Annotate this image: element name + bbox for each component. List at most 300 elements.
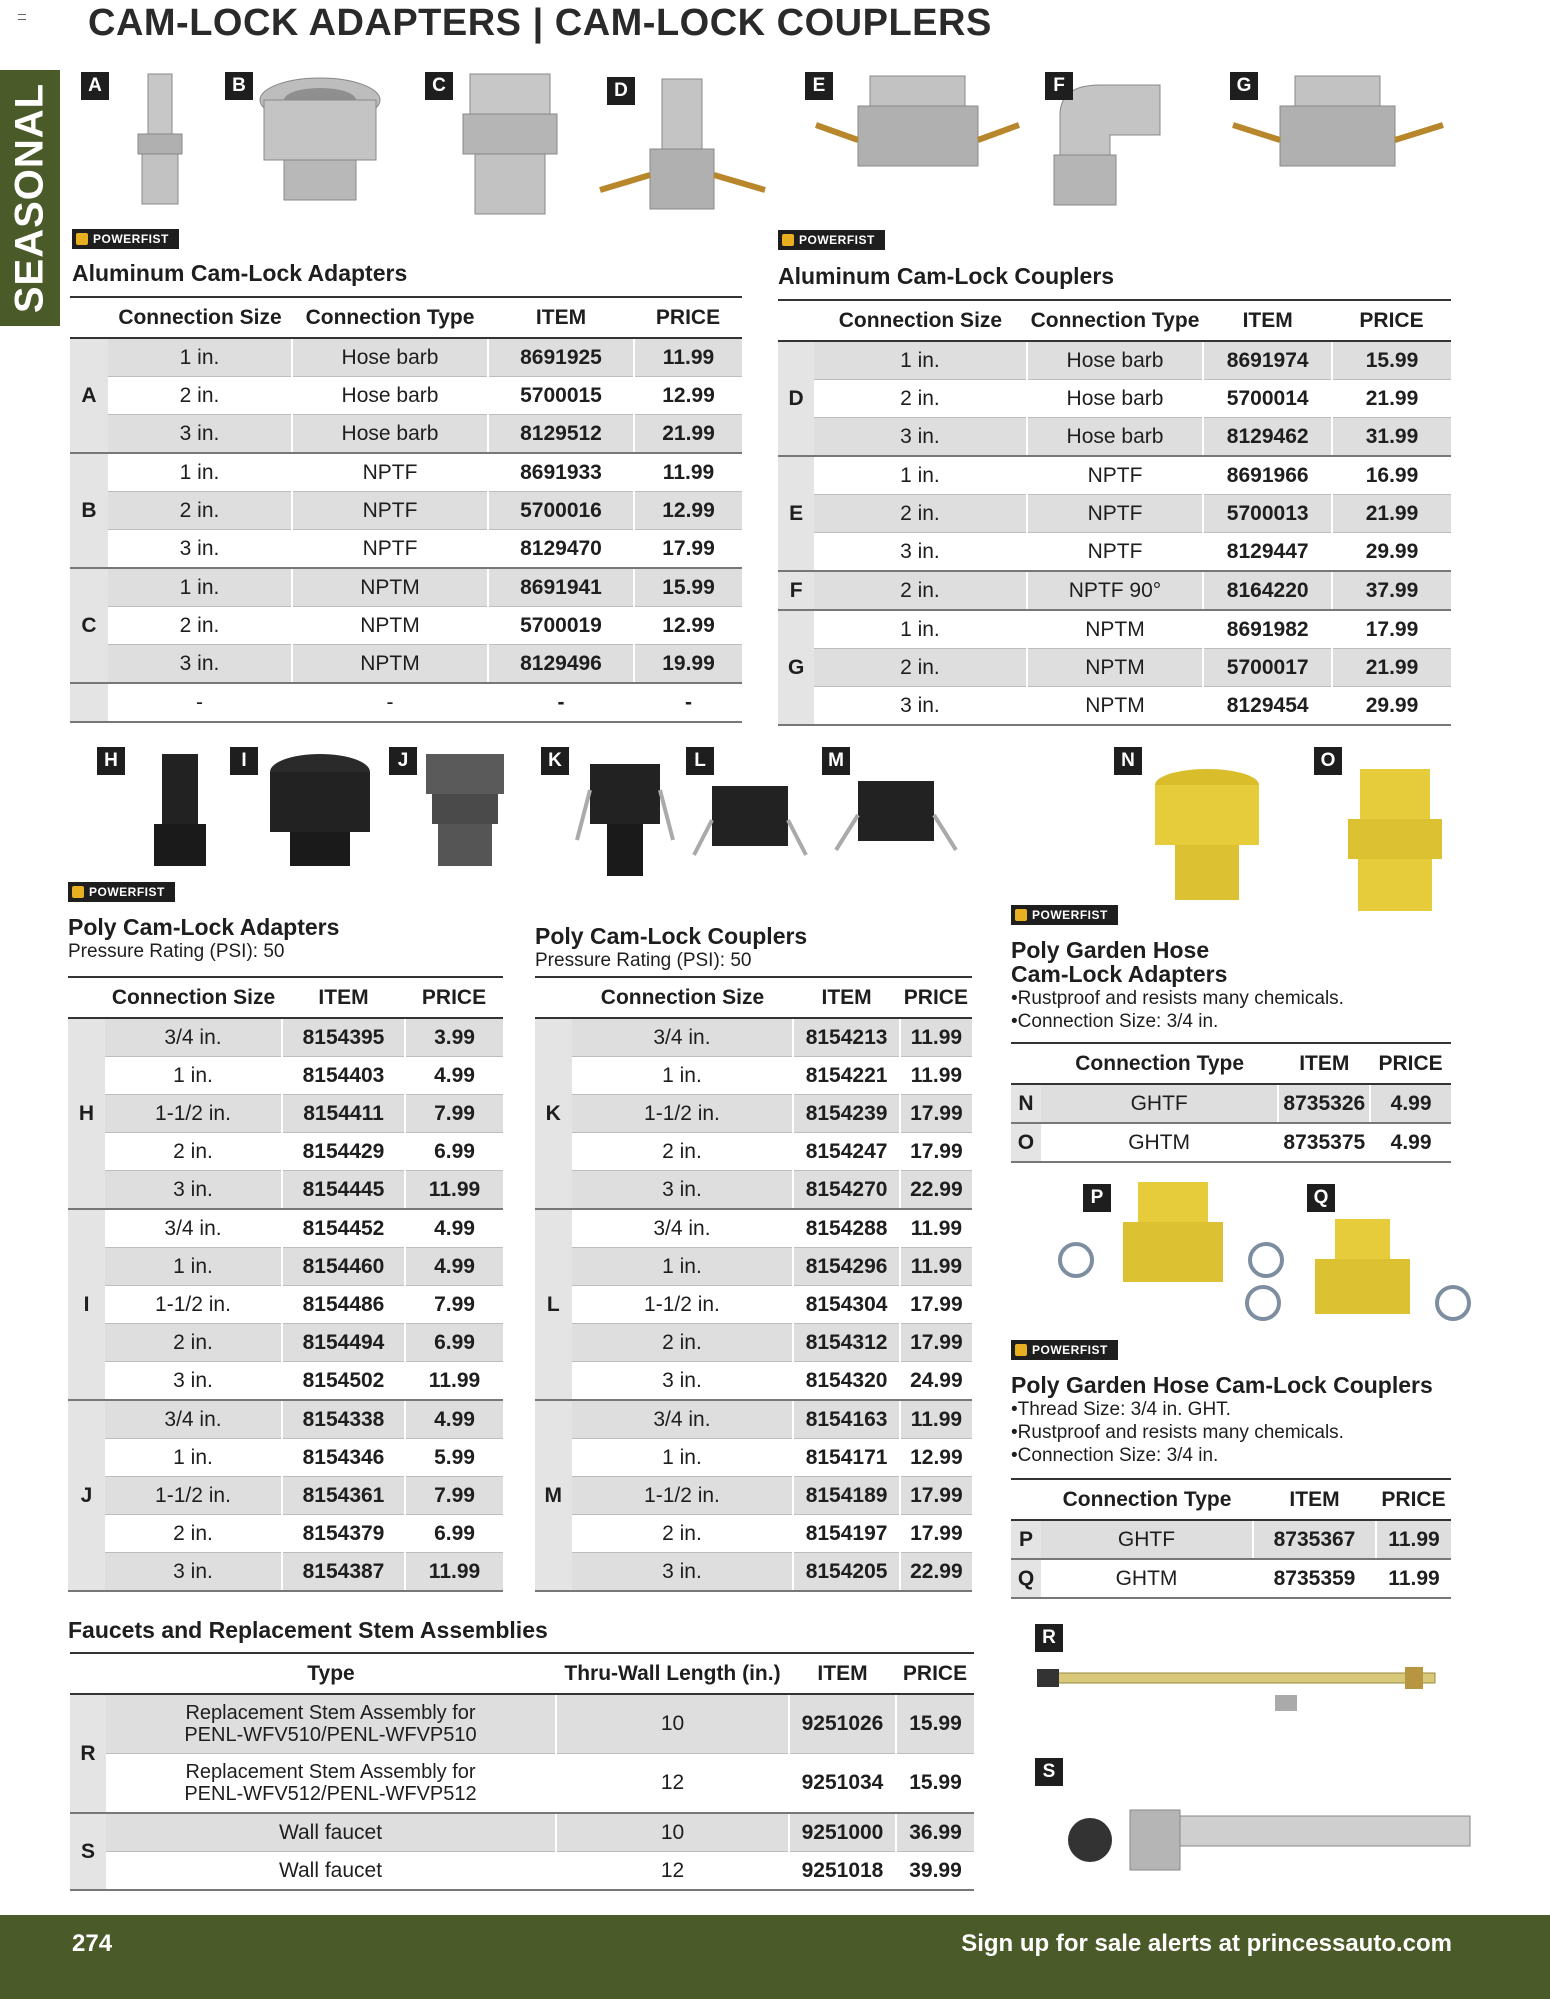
header-cell: PRICE (900, 977, 972, 1018)
table-cell: Hose barb (1027, 380, 1204, 418)
table-cell: NPTF (1027, 456, 1204, 495)
brand-logo (1011, 1340, 1118, 1360)
table-cell: 8154163 (793, 1400, 899, 1439)
table-cell: 39.99 (896, 1852, 974, 1891)
product-photo-a (120, 70, 200, 210)
table-cell: 1 in. (108, 338, 292, 377)
table-row (68, 1209, 503, 1248)
table-cell: 19.99 (634, 645, 742, 684)
table-row (1011, 1520, 1451, 1559)
table-cell: 2 in. (814, 380, 1026, 418)
product-photo-c (455, 70, 565, 220)
table-row (68, 1515, 503, 1553)
table-row (535, 1018, 972, 1057)
brand-logo-text: POWERFIST (89, 885, 165, 899)
table-row (778, 341, 1451, 380)
table-cell: 1-1/2 in. (572, 1095, 794, 1133)
sale-alerts-link[interactable]: Sign up for sale alerts at princessauto.com (961, 1930, 1452, 1957)
header-cell: PRICE (1370, 1043, 1451, 1084)
table-cell: 10 (556, 1694, 789, 1754)
brand-logo (778, 230, 885, 250)
brand-logo (68, 882, 175, 902)
table-cell: 8154288 (793, 1209, 899, 1248)
table-poly-couplers (535, 976, 972, 1592)
side-tab-label: SEASONAL (7, 82, 52, 314)
header-cell: Connection Size (108, 297, 292, 338)
table-cell: 4.99 (1370, 1084, 1451, 1123)
table-row (778, 649, 1451, 687)
table-row (70, 1852, 974, 1891)
table-cell: 5700014 (1203, 380, 1332, 418)
table-cell: 7.99 (405, 1477, 503, 1515)
table-cell: 1 in. (814, 610, 1026, 649)
table-cell: 8154411 (282, 1095, 405, 1133)
table-cell: 8154403 (282, 1057, 405, 1095)
table-row (535, 1515, 972, 1553)
product-photo-l (690, 780, 810, 870)
table-cell: 9251034 (789, 1754, 896, 1814)
table-cell: 8154460 (282, 1248, 405, 1286)
table-row (70, 645, 742, 684)
table-row (535, 1171, 972, 1210)
table-cell: 21.99 (1332, 495, 1451, 533)
header-cell: Connection Type (1041, 1479, 1253, 1520)
table-row (68, 1095, 503, 1133)
table-faucets (70, 1652, 974, 1891)
table-row (535, 1248, 972, 1286)
bullet-item: •Rustproof and resists many chemicals. (1011, 1422, 1344, 1443)
header-cell: Connection Size (105, 977, 282, 1018)
brand-logo (72, 229, 179, 249)
table-cell: 4.99 (405, 1400, 503, 1439)
table-cell: 9251000 (789, 1813, 896, 1852)
table-cell: 11.99 (405, 1553, 503, 1592)
section-subtitle-poly-couplers: Pressure Rating (PSI): 50 (535, 950, 752, 971)
table-cell: 1 in. (814, 341, 1026, 380)
table-cell: 2 in. (572, 1515, 794, 1553)
header-cell (1011, 1479, 1041, 1520)
table-cell: 3/4 in. (572, 1209, 794, 1248)
group-label: M (535, 1400, 572, 1591)
header-cell: PRICE (1376, 1479, 1451, 1520)
table-cell: 8154221 (793, 1057, 899, 1095)
table-cell: 17.99 (900, 1095, 972, 1133)
group-label: K (535, 1018, 572, 1209)
bullet-item: •Connection Size: 3/4 in. (1011, 1445, 1219, 1466)
product-photo-r (1035, 1655, 1455, 1725)
table-cell: 1 in. (105, 1057, 282, 1095)
table-cell: 11.99 (900, 1018, 972, 1057)
table-cell: 8691982 (1203, 610, 1332, 649)
table-cell: 3 in. (814, 687, 1026, 726)
group-label: O (1011, 1123, 1041, 1162)
table-cell: 16.99 (1332, 456, 1451, 495)
table-cell: 8129447 (1203, 533, 1332, 572)
table-cell: 8154270 (793, 1171, 899, 1210)
table-cell: 12.99 (634, 377, 742, 415)
table-row (70, 530, 742, 569)
header-cell: PRICE (896, 1653, 974, 1694)
table-cell: 8691974 (1203, 341, 1332, 380)
table-row (778, 380, 1451, 418)
table-cell: 8154502 (282, 1362, 405, 1401)
table-cell: 37.99 (1332, 571, 1451, 610)
brand-logo-text: POWERFIST (799, 233, 875, 247)
table-cell: 12 (556, 1852, 789, 1891)
table-cell: 2 in. (105, 1324, 282, 1362)
table-cell: Hose barb (1027, 341, 1204, 380)
table-cell: 12.99 (900, 1439, 972, 1477)
letter-badge-m: M (822, 747, 850, 775)
table-cell: 11.99 (900, 1248, 972, 1286)
table-cell: 12 (556, 1754, 789, 1814)
page-title: CAM-LOCK ADAPTERS | CAM-LOCK COUPLERS (88, 2, 992, 44)
table-row (778, 456, 1451, 495)
letter-badge-s: S (1035, 1758, 1063, 1786)
header-cell: Connection Size (814, 300, 1026, 341)
header-cell (70, 1653, 106, 1694)
table-cell: 11.99 (405, 1171, 503, 1210)
table-header-row (68, 977, 503, 1018)
section-subtitle-poly-adapters: Pressure Rating (PSI): 50 (68, 941, 285, 962)
table-aluminum-couplers (778, 299, 1451, 726)
product-photo-n (1150, 765, 1265, 905)
table-cell: 2 in. (108, 607, 292, 645)
table-cell: 15.99 (1332, 341, 1451, 380)
table-cell: 8154445 (282, 1171, 405, 1210)
table-cell: 1 in. (108, 453, 292, 492)
table-cell: 12.99 (634, 607, 742, 645)
table-cell: 3/4 in. (572, 1400, 794, 1439)
table-cell: NPTM (1027, 610, 1204, 649)
product-photo-s (1060, 1790, 1480, 1890)
brand-mark-icon (1015, 1344, 1027, 1356)
letter-badge-r: R (1035, 1624, 1063, 1652)
table-cell: 8154395 (282, 1018, 405, 1057)
header-cell: ITEM (282, 977, 405, 1018)
table-cell: 8154338 (282, 1400, 405, 1439)
table-row (535, 1286, 972, 1324)
brand-logo-text: POWERFIST (1032, 1343, 1108, 1357)
header-cell: Type (106, 1653, 556, 1694)
table-cell: 8154171 (793, 1439, 899, 1477)
table-cell: GHTF (1041, 1520, 1253, 1559)
table-cell: Hose barb (292, 377, 488, 415)
table-row (778, 610, 1451, 649)
table-cell: 8154247 (793, 1133, 899, 1171)
brand-logo (1011, 905, 1118, 925)
table-row (70, 338, 742, 377)
table-row (70, 415, 742, 454)
table-cell: 15.99 (896, 1694, 974, 1754)
table-cell: 3 in. (105, 1553, 282, 1592)
table-aluminum-adapters (70, 296, 742, 723)
table-cell: 2 in. (814, 571, 1026, 610)
table-cell: 3 in. (108, 530, 292, 569)
table-row (68, 1324, 503, 1362)
table-cell: 4.99 (1370, 1123, 1451, 1162)
table-row (778, 495, 1451, 533)
corner-mark (18, 14, 26, 20)
letter-badge-f: F (1045, 72, 1073, 100)
table-cell: 3 in. (814, 533, 1026, 572)
table-cell: 8154296 (793, 1248, 899, 1286)
garden-adapters-bullets (1011, 987, 1344, 1033)
table-row (68, 1362, 503, 1401)
table-cell: 8129454 (1203, 687, 1332, 726)
table-cell: 8154387 (282, 1553, 405, 1592)
table-row (1011, 1559, 1451, 1598)
table-cell: 11.99 (634, 338, 742, 377)
table-cell: - (108, 683, 292, 722)
letter-badge-a: A (81, 72, 109, 100)
table-cell: 5700017 (1203, 649, 1332, 687)
table-cell: 8154205 (793, 1553, 899, 1592)
product-photo-e (810, 70, 1025, 180)
section-side-tab (0, 70, 60, 326)
letter-badge-l: L (686, 747, 714, 775)
table-cell: 3 in. (572, 1553, 794, 1592)
table-cell: Hose barb (292, 415, 488, 454)
table-cell: 17.99 (634, 530, 742, 569)
table-cell: NPTM (292, 645, 488, 684)
product-photo-k (575, 760, 675, 880)
table-row (778, 687, 1451, 726)
table-row (70, 683, 742, 722)
header-cell: Connection Type (1027, 300, 1204, 341)
table-header-row (1011, 1479, 1451, 1520)
header-cell: Connection Size (572, 977, 794, 1018)
table-row (68, 1477, 503, 1515)
table-row (70, 1694, 974, 1754)
table-cell: - (634, 683, 742, 722)
table-cell: 17.99 (1332, 610, 1451, 649)
table-cell: 8735375 (1278, 1123, 1370, 1162)
table-cell: 21.99 (1332, 380, 1451, 418)
table-cell: 1 in. (814, 456, 1026, 495)
table-header-row (535, 977, 972, 1018)
table-cell: 24.99 (900, 1362, 972, 1401)
table-cell: 1 in. (572, 1057, 794, 1095)
table-cell: 3 in. (814, 418, 1026, 457)
table-cell: NPTF (292, 492, 488, 530)
table-row (70, 607, 742, 645)
table-cell: 8154213 (793, 1018, 899, 1057)
table-cell: 36.99 (896, 1813, 974, 1852)
table-cell: 8154379 (282, 1515, 405, 1553)
table-cell: 8154486 (282, 1286, 405, 1324)
table-cell: 1 in. (572, 1439, 794, 1477)
product-photo-m (830, 775, 960, 870)
table-cell: 6.99 (405, 1324, 503, 1362)
table-row (535, 1133, 972, 1171)
table-cell: 11.99 (1376, 1559, 1451, 1598)
table-row (535, 1057, 972, 1095)
table-cell: 11.99 (900, 1057, 972, 1095)
table-row (70, 1754, 974, 1814)
group-label: F (778, 571, 814, 610)
table-cell: 8154304 (793, 1286, 899, 1324)
table-cell: 8154452 (282, 1209, 405, 1248)
table-cell: 21.99 (1332, 649, 1451, 687)
table-cell: 9251018 (789, 1852, 896, 1891)
brand-logo-text: POWERFIST (93, 232, 169, 246)
table-cell: Replacement Stem Assembly for PENL-WFV510/PENL-WFVP510 (106, 1694, 556, 1754)
section-title-garden-adapters-line1: Poly Garden Hose (1011, 937, 1210, 963)
table-cell: 8154320 (793, 1362, 899, 1401)
header-cell (778, 300, 814, 341)
header-cell (68, 977, 105, 1018)
table-cell: 8129512 (488, 415, 634, 454)
bullet-item: •Rustproof and resists many chemicals. (1011, 988, 1344, 1009)
group-label: P (1011, 1520, 1041, 1559)
table-cell: NPTM (292, 568, 488, 607)
table-cell: Hose barb (292, 338, 488, 377)
letter-badge-b: B (225, 72, 253, 100)
section-title-poly-adapters: Poly Cam-Lock Adapters (68, 914, 340, 940)
table-garden-couplers (1011, 1478, 1451, 1599)
table-cell: 4.99 (405, 1248, 503, 1286)
header-cell: ITEM (1278, 1043, 1370, 1084)
section-title-faucets: Faucets and Replacement Stem Assemblies (68, 1617, 548, 1643)
table-cell: 1-1/2 in. (572, 1286, 794, 1324)
table-cell: NPTF (292, 453, 488, 492)
table-cell: 3/4 in. (105, 1018, 282, 1057)
table-row (535, 1400, 972, 1439)
table-cell: 7.99 (405, 1286, 503, 1324)
bullet-item: •Connection Size: 3/4 in. (1011, 1011, 1219, 1032)
letter-badge-o: O (1314, 747, 1342, 775)
section-title-garden-couplers: Poly Garden Hose Cam-Lock Couplers (1011, 1372, 1433, 1398)
product-photo-g (1225, 70, 1450, 180)
section-title-poly-couplers: Poly Cam-Lock Couplers (535, 923, 808, 949)
table-cell: 3 in. (572, 1171, 794, 1210)
table-cell: 3 in. (105, 1171, 282, 1210)
section-title-garden-adapters-line2: Cam-Lock Adapters (1011, 961, 1228, 987)
table-row (68, 1553, 503, 1592)
table-cell: 8735326 (1278, 1084, 1370, 1123)
letter-badge-c: C (425, 72, 453, 100)
bullet-item: •Thread Size: 3/4 in. GHT. (1011, 1399, 1231, 1420)
table-cell: NPTM (292, 607, 488, 645)
table-cell: 2 in. (814, 495, 1026, 533)
table-cell: 3 in. (108, 645, 292, 684)
table-cell: 2 in. (105, 1515, 282, 1553)
table-row (70, 568, 742, 607)
table-cell: 8154239 (793, 1095, 899, 1133)
table-row (535, 1553, 972, 1592)
table-cell: NPTF (292, 530, 488, 569)
table-row (68, 1248, 503, 1286)
table-cell: Replacement Stem Assembly for PENL-WFV512/PENL-WFVP512 (106, 1754, 556, 1814)
brand-mark-icon (782, 234, 794, 246)
table-cell: 8691933 (488, 453, 634, 492)
table-cell: 3.99 (405, 1018, 503, 1057)
table-cell: 3/4 in. (105, 1209, 282, 1248)
table-cell: 8129470 (488, 530, 634, 569)
group-label: S (70, 1813, 106, 1890)
brand-mark-icon (1015, 909, 1027, 921)
table-cell: 8691966 (1203, 456, 1332, 495)
table-cell: 2 in. (105, 1133, 282, 1171)
group-label: Q (1011, 1559, 1041, 1598)
table-cell: 8154361 (282, 1477, 405, 1515)
group-label (70, 683, 108, 722)
table-cell: 5700015 (488, 377, 634, 415)
letter-badge-h: H (97, 747, 125, 775)
table-cell: 29.99 (1332, 687, 1451, 726)
table-cell: 7.99 (405, 1095, 503, 1133)
group-label: D (778, 341, 814, 456)
group-label: G (778, 610, 814, 725)
table-cell: 1-1/2 in. (105, 1477, 282, 1515)
product-photo-i (265, 750, 375, 870)
letter-badge-n: N (1114, 747, 1142, 775)
table-cell: 21.99 (634, 415, 742, 454)
table-cell: 10 (556, 1813, 789, 1852)
table-cell: 8154197 (793, 1515, 899, 1553)
brand-mark-icon (72, 886, 84, 898)
table-cell: 29.99 (1332, 533, 1451, 572)
table-cell: 31.99 (1332, 418, 1451, 457)
table-cell: 2 in. (572, 1324, 794, 1362)
table-cell: GHTF (1041, 1084, 1279, 1123)
table-cell: 3/4 in. (105, 1400, 282, 1439)
table-row (778, 418, 1451, 457)
header-cell: ITEM (1253, 1479, 1376, 1520)
table-cell: 17.99 (900, 1515, 972, 1553)
table-cell: 3 in. (572, 1362, 794, 1401)
table-cell: 17.99 (900, 1286, 972, 1324)
group-label: N (1011, 1084, 1041, 1123)
group-label: B (70, 453, 108, 568)
table-row (778, 533, 1451, 572)
letter-badge-g: G (1230, 72, 1258, 100)
table-cell: 2 in. (108, 377, 292, 415)
table-row (68, 1286, 503, 1324)
table-row (70, 377, 742, 415)
group-label: A (70, 338, 108, 453)
table-row (535, 1439, 972, 1477)
table-cell: 17.99 (900, 1477, 972, 1515)
table-row (535, 1324, 972, 1362)
garden-couplers-bullets (1011, 1398, 1344, 1467)
table-cell: 1 in. (108, 568, 292, 607)
table-cell: 8129496 (488, 645, 634, 684)
table-cell: 11.99 (900, 1209, 972, 1248)
table-cell: 1-1/2 in. (105, 1286, 282, 1324)
page-number: 274 (72, 1930, 113, 1957)
table-cell: 1 in. (105, 1248, 282, 1286)
letter-badge-i: I (230, 747, 258, 775)
table-cell: 8735367 (1253, 1520, 1376, 1559)
table-cell: 15.99 (896, 1754, 974, 1814)
product-photo-j (420, 750, 510, 870)
brand-logo-text: POWERFIST (1032, 908, 1108, 922)
table-cell: NPTF (1027, 495, 1204, 533)
letter-badge-k: K (541, 747, 569, 775)
table-cell: 5700013 (1203, 495, 1332, 533)
table-cell: 6.99 (405, 1133, 503, 1171)
table-cell: Hose barb (1027, 418, 1204, 457)
table-cell: 11.99 (405, 1362, 503, 1401)
table-cell: 3 in. (105, 1362, 282, 1401)
header-cell: Thru-Wall Length (in.) (556, 1653, 789, 1694)
table-cell: 2 in. (814, 649, 1026, 687)
table-cell: 12.99 (634, 492, 742, 530)
table-cell: 1 in. (105, 1439, 282, 1477)
table-cell: Wall faucet (106, 1813, 556, 1852)
